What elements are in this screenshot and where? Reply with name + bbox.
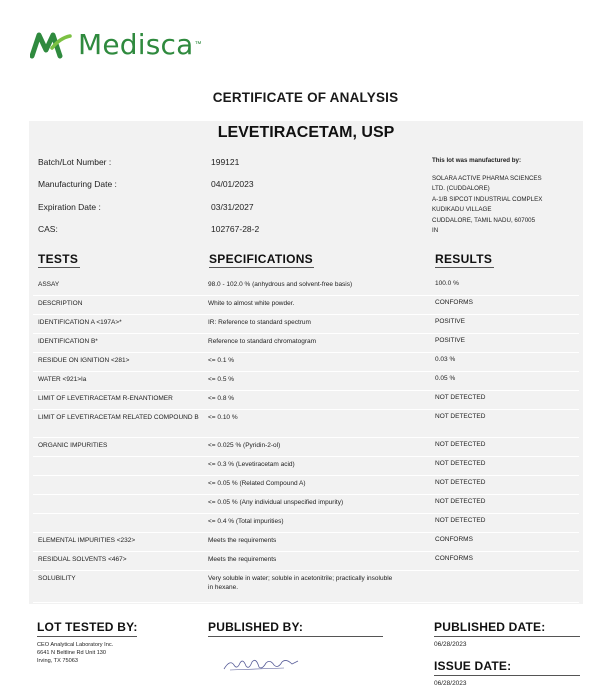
spec-cell: White to almost white powder. xyxy=(208,300,295,307)
table-row xyxy=(33,276,579,296)
published-by-heading: PUBLISHED BY: xyxy=(208,620,304,634)
test-cell: ASSAY xyxy=(38,281,60,288)
result-cell: NOT DETECTED xyxy=(435,394,486,401)
table-row xyxy=(33,513,579,533)
lot-tested-heading: LOT TESTED BY: xyxy=(37,620,138,634)
table-row xyxy=(33,352,579,372)
mfg-date-label: Manufacturing Date : xyxy=(38,179,117,189)
result-cell: NOT DETECTED xyxy=(435,460,486,467)
issue-date-heading: ISSUE DATE: xyxy=(434,659,512,673)
spec-cell: Reference to standard chromatogram xyxy=(208,338,317,345)
lab-line: 6641 N Beltline Rd Unit 130 xyxy=(37,650,107,656)
manufacturer-line: LTD. (CUDDALORE) xyxy=(432,185,490,192)
issue-date-underline xyxy=(434,675,580,676)
brand-name: Medisca xyxy=(78,28,194,61)
exp-date-label: Expiration Date : xyxy=(38,202,101,212)
table-row xyxy=(33,475,579,495)
specifications-header-underline xyxy=(209,267,314,268)
spec-cell: <= 0.10 % xyxy=(208,414,238,421)
result-cell: NOT DETECTED xyxy=(435,413,486,420)
spec-cell: Meets the requirements xyxy=(208,556,277,563)
manufacturer-line: SOLARA ACTIVE PHARMA SCIENCES xyxy=(432,175,542,182)
test-cell: IDENTIFICATION A <197A>* xyxy=(38,319,122,326)
published-date-underline xyxy=(434,636,580,637)
table-row xyxy=(33,390,579,410)
cas-value: 102767-28-2 xyxy=(211,224,260,234)
table-row xyxy=(33,333,579,353)
batch-value: 199121 xyxy=(211,157,240,167)
manufacturer-line: KUDIKADU VILLAGE xyxy=(432,206,492,213)
lab-line: Irving, TX 75063 xyxy=(37,658,78,664)
product-name: LEVETIRACETAM, USP xyxy=(217,124,395,141)
result-cell: POSITIVE xyxy=(435,318,465,325)
table-row xyxy=(33,295,579,315)
spec-cell: 98.0 - 102.0 % (anhydrous and solvent-free basis) xyxy=(208,281,353,288)
mfg-date-value: 04/01/2023 xyxy=(211,179,254,189)
manufacturer-heading: This lot was manufactured by: xyxy=(432,157,522,164)
published-date-value: 06/28/2023 xyxy=(434,641,467,648)
tests-column-header: TESTS xyxy=(38,252,79,266)
specifications-column-header: SPECIFICATIONS xyxy=(209,252,313,266)
test-cell: LIMIT OF LEVETIRACETAM R-ENANTIOMER xyxy=(38,395,173,402)
result-cell: 100.0 % xyxy=(435,280,459,287)
manufacturer-line: IN xyxy=(432,227,439,234)
spec-cell: <= 0.025 % (Pyridin-2-ol) xyxy=(208,442,281,449)
analysis-panel xyxy=(29,121,583,604)
result-cell: 0.05 % xyxy=(435,375,456,382)
table-row xyxy=(33,551,579,571)
result-cell: 0.03 % xyxy=(435,356,456,363)
spec-cell: IR: Reference to standard spectrum xyxy=(208,319,311,326)
table-row xyxy=(33,314,579,334)
result-cell: NOT DETECTED xyxy=(435,441,486,448)
test-cell: RESIDUAL SOLVENTS <467> xyxy=(38,556,127,563)
result-cell: POSITIVE xyxy=(435,337,465,344)
lab-line: CEO Analytical Laboratory Inc. xyxy=(37,642,114,648)
spec-cell: <= 0.05 % (Related Compound A) xyxy=(208,480,306,487)
spec-cell: <= 0.3 % (Levetiracetam acid) xyxy=(208,461,295,468)
manufacturer-line: CUDDALORE, TAMIL NADU, 607005 xyxy=(432,217,536,224)
test-cell: RESIDUE ON IGNITION <281> xyxy=(38,357,130,364)
signature-image xyxy=(222,655,302,673)
table-row xyxy=(33,409,579,438)
table-row xyxy=(33,437,579,457)
test-cell: ORGANIC IMPURITIES xyxy=(38,442,108,449)
medisca-logo xyxy=(30,28,201,61)
test-cell: WATER <921>Ia xyxy=(38,376,87,383)
spec-cell: <= 0.1 % xyxy=(208,357,235,364)
table-row xyxy=(33,570,579,603)
table-row xyxy=(33,371,579,391)
test-cell: IDENTIFICATION B* xyxy=(38,338,98,345)
spec-cell: <= 0.4 % (Total impurities) xyxy=(208,518,284,525)
table-row xyxy=(33,494,579,514)
cas-label: CAS: xyxy=(38,224,58,234)
lot-tested-underline xyxy=(37,636,137,637)
result-cell: NOT DETECTED xyxy=(435,479,486,486)
result-cell: NOT DETECTED xyxy=(435,498,486,505)
tests-header-underline xyxy=(38,267,80,268)
results-column-header: RESULTS xyxy=(435,252,493,266)
test-cell: LIMIT OF LEVETIRACETAM RELATED COMPOUND B xyxy=(38,414,199,421)
trademark-mark: ™ xyxy=(194,41,202,48)
spec-cell: <= 0.5 % xyxy=(208,376,235,383)
issue-date-value: 06/28/2023 xyxy=(434,680,467,687)
spec-cell: Meets the requirements xyxy=(208,537,277,544)
published-date-heading: PUBLISHED DATE: xyxy=(434,620,546,634)
spec-cell: Very soluble in water; soluble in acetonitrile; practically insoluble in hexane. xyxy=(208,575,393,591)
results-header-underline xyxy=(435,267,494,268)
test-cell: DESCRIPTION xyxy=(38,300,83,307)
result-cell: CONFORMS xyxy=(435,536,473,543)
spec-cell: <= 0.8 % xyxy=(208,395,235,402)
table-row xyxy=(33,532,579,552)
table-row xyxy=(33,456,579,476)
document-title: CERTIFICATE OF ANALYSIS xyxy=(212,90,399,105)
spec-cell: <= 0.05 % (Any individual unspecified impurity) xyxy=(208,499,344,506)
test-cell: SOLUBILITY xyxy=(38,575,76,582)
medisca-logo-mark-icon xyxy=(30,30,72,60)
exp-date-value: 03/31/2027 xyxy=(211,202,254,212)
result-cell: NOT DETECTED xyxy=(435,517,486,524)
test-cell: ELEMENTAL IMPURITIES <232> xyxy=(38,537,136,544)
published-by-underline xyxy=(208,636,383,637)
batch-label: Batch/Lot Number : xyxy=(38,157,112,167)
manufacturer-line: A-1/B SIPCOT INDUSTRIAL COMPLEX xyxy=(432,196,543,203)
result-cell: CONFORMS xyxy=(435,555,473,562)
result-cell: CONFORMS xyxy=(435,299,473,306)
